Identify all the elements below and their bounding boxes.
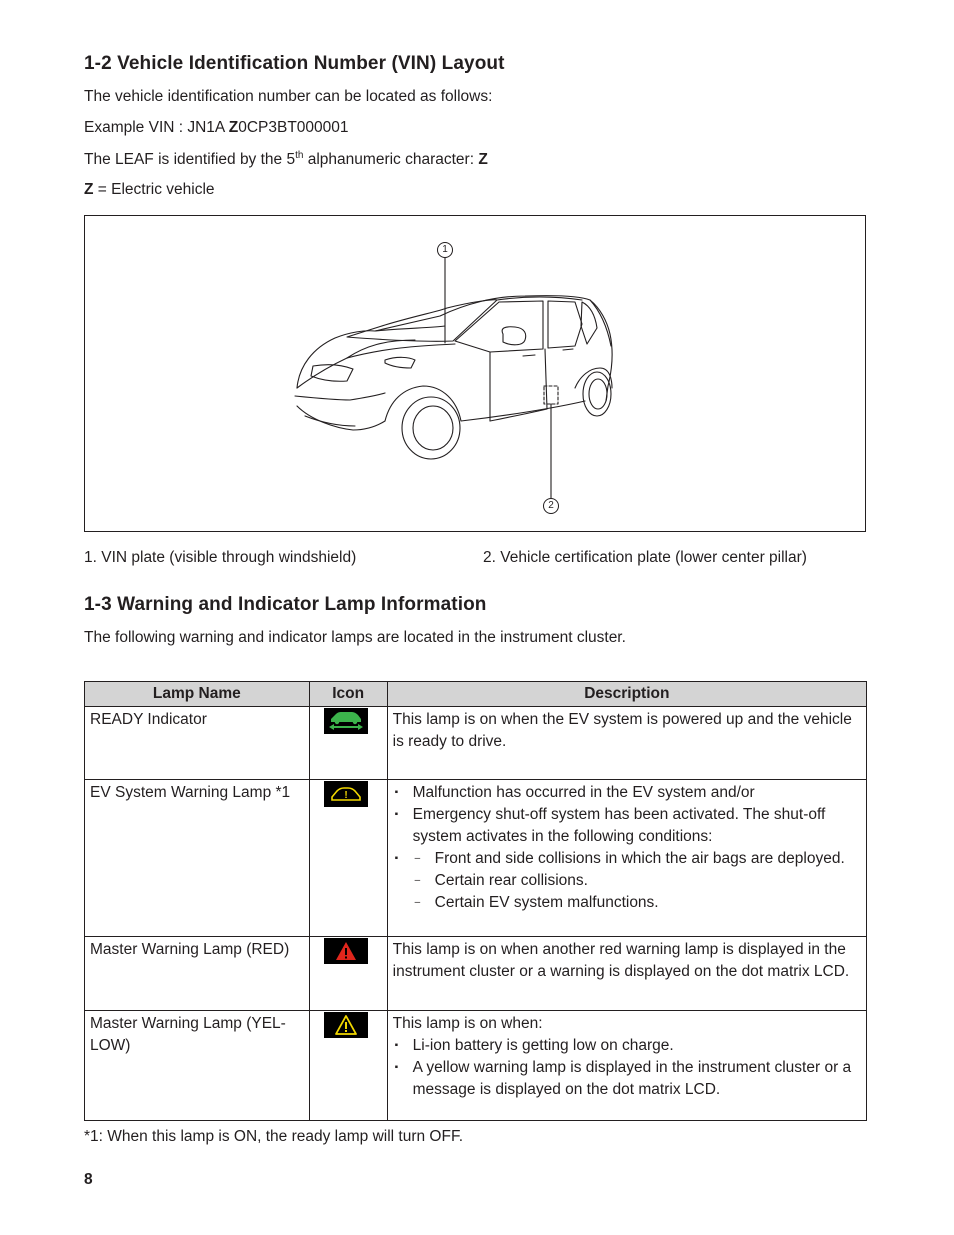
example-vin: Example VIN : JN1A Z0CP3BT000001 — [84, 119, 349, 136]
caption-cert-plate: 2. Vehicle certification plate (lower center pillar) — [483, 549, 807, 566]
table-row — [85, 780, 867, 937]
lamp-name: EV System Warning Lamp *1 — [85, 780, 310, 937]
lamp-name: Master Warning Lamp (RED) — [85, 937, 310, 1011]
yellow-warning-bullets — [393, 1035, 861, 1101]
list-item: ▪ Li-ion battery is getting low on charge. — [393, 1035, 861, 1057]
lamp-description: This lamp is on when the EV system is powered up and the vehicle is ready to drive. — [387, 707, 866, 780]
lamp-table — [84, 681, 867, 1121]
section-title-lamps: 1-3 Warning and Indicator Lamp Information — [84, 594, 487, 615]
page-number: 8 — [84, 1171, 93, 1188]
section-title-vin: 1-2 Vehicle Identification Number (VIN) Layout — [84, 53, 505, 74]
lamp-name: READY Indicator — [85, 707, 310, 780]
callout-2: 2 — [543, 498, 559, 514]
table-footnote: *1: When this lamp is ON, the ready lamp will turn OFF. — [84, 1128, 464, 1145]
vin-location-figure — [84, 215, 866, 532]
header-icon: Icon — [309, 682, 387, 707]
leaf-identifier-text: The LEAF is identified by the 5th alphanumeric character: Z — [84, 150, 488, 169]
list-item: ▪ Emergency shut-off system has been activated. The shut-off system activates in the following conditions: — [393, 804, 861, 848]
list-item: – Certain EV system malfunctions. — [413, 892, 861, 914]
list-item: ▪ A yellow warning lamp is displayed in the instrument cluster or a message is displayed on the dot matrix LCD. — [393, 1057, 861, 1101]
ev-system-warning-icon — [324, 781, 368, 807]
red-warning-triangle-icon — [324, 938, 368, 964]
yellow-warning-lead: This lamp is on when: — [392, 1015, 543, 1032]
list-item: – Certain rear collisions. — [413, 870, 861, 892]
caption-vin-plate: 1. VIN plate (visible through windshield) — [84, 549, 357, 566]
yellow-warning-triangle-icon — [324, 1012, 368, 1038]
header-lamp-name: Lamp Name — [85, 682, 310, 707]
table-row — [85, 937, 867, 1011]
car-illustration — [85, 216, 865, 531]
list-item: – ▪ Front and side collisions in which the air bags are deployed. — [413, 848, 861, 870]
lamps-intro: The following warning and indicator lamps are located in the instrument cluster. — [84, 629, 626, 646]
lamp-name: Master Warning Lamp (YEL-LOW) — [85, 1011, 310, 1121]
svg-text:!: ! — [344, 790, 348, 801]
vin-intro: The vehicle identification number can be located as follows: — [84, 88, 493, 105]
table-header-row — [85, 682, 867, 707]
lamp-description — [387, 1011, 866, 1121]
lamp-description: This lamp is on when another red warning lamp is displayed in the instrument cluster or a warning is displayed on the dot matrix LCD. — [387, 937, 866, 1011]
ev-warning-conditions — [413, 848, 861, 914]
ready-car-icon — [324, 708, 368, 734]
table-row — [85, 707, 867, 780]
ev-warning-bullets — [393, 782, 861, 914]
callout-1: 1 — [437, 242, 453, 258]
header-description: Description — [387, 682, 866, 707]
table-row — [85, 1011, 867, 1121]
list-item: ▪ Malfunction has occurred in the EV system and/or — [393, 782, 861, 804]
z-definition: Z = Electric vehicle — [84, 181, 215, 198]
lamp-description — [387, 780, 866, 937]
